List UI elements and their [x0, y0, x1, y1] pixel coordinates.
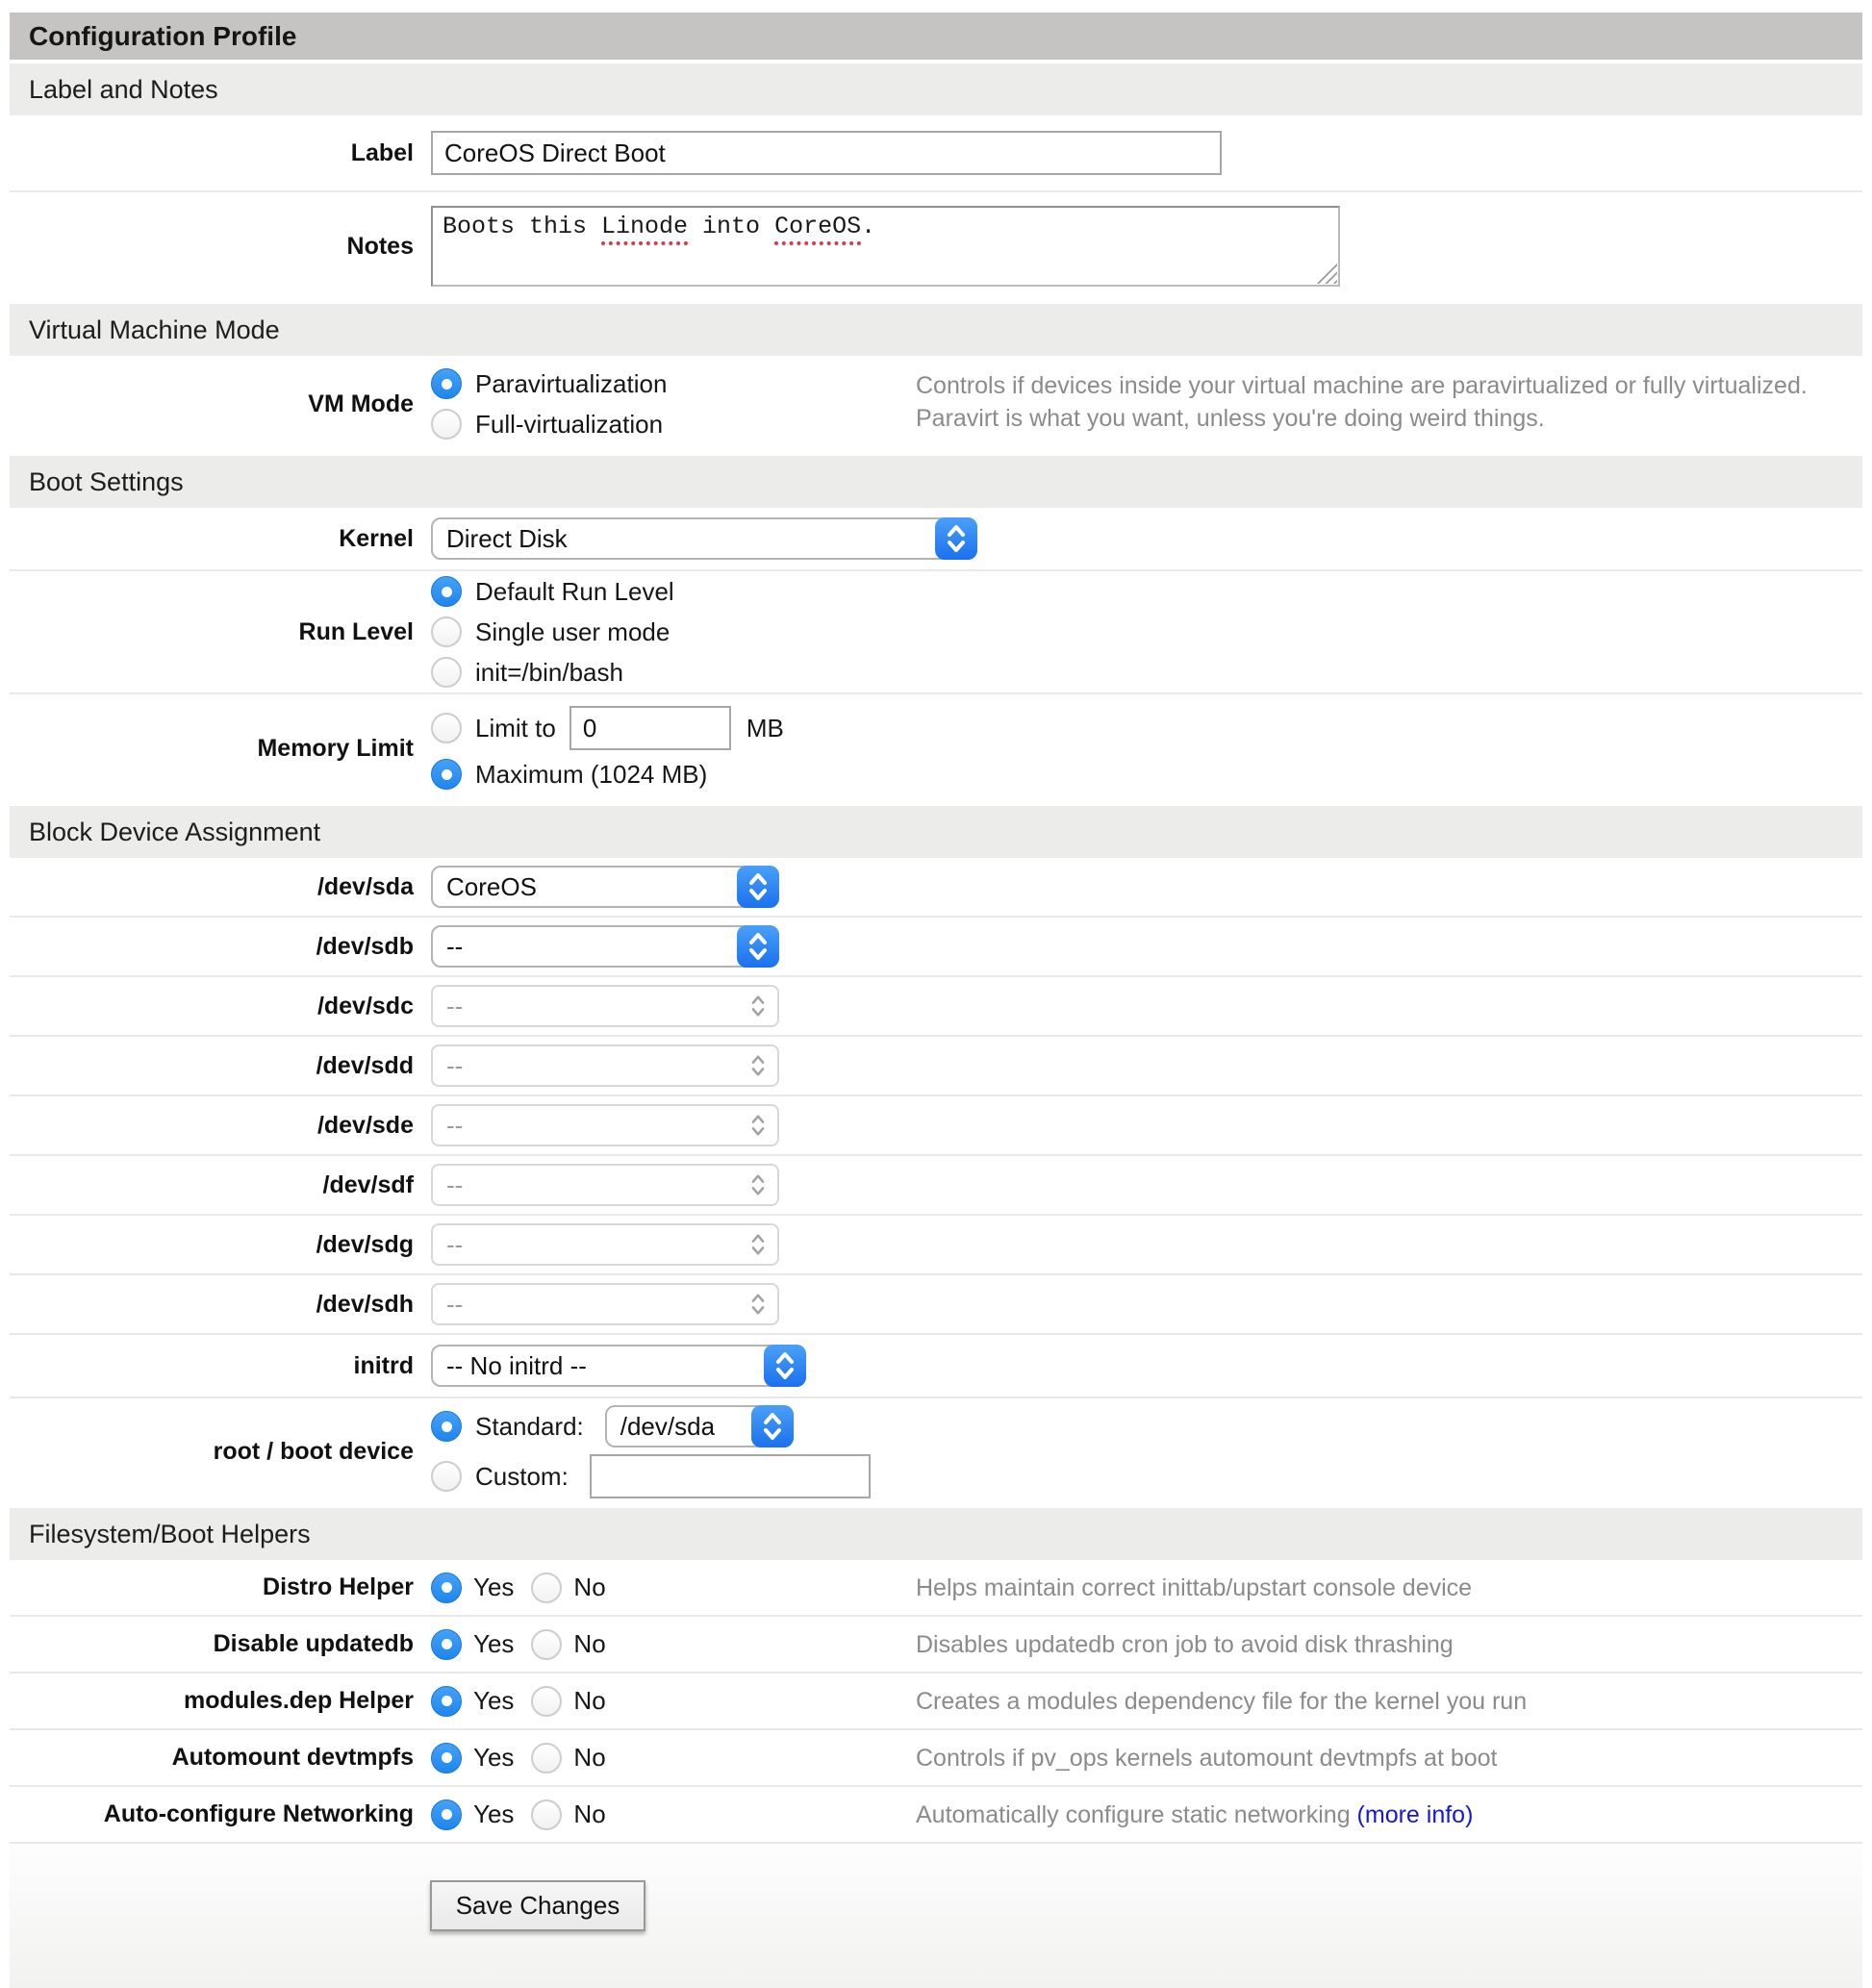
device-select-sdc — [431, 985, 779, 1027]
helper-label: Auto-configure Networking — [103, 1800, 414, 1827]
radio-full-virtualization[interactable] — [431, 409, 462, 440]
helper-description: Helps maintain correct inittab/upstart console device — [916, 1573, 1473, 1601]
no-label: No — [573, 1799, 606, 1828]
radio-single-user-mode[interactable] — [431, 617, 462, 647]
radio-init-bin-bash[interactable] — [431, 657, 462, 688]
device-select-sde — [431, 1104, 779, 1146]
radio-root-standard[interactable] — [431, 1411, 462, 1442]
select-stepper-icon — [737, 1104, 779, 1146]
initrd-row — [10, 1335, 1862, 1398]
device-select-value: CoreOS — [446, 871, 537, 901]
radio-default-run-level[interactable] — [431, 576, 462, 607]
notes-textarea[interactable] — [431, 206, 1340, 287]
vm-mode-description: Controls if devices inside your virtual machine are paravirtualized or fully virtualized. Paravirt is what you want, unless you're doing weird things. — [916, 372, 1808, 432]
root-boot-device-row — [10, 1398, 1862, 1504]
device-select-value: -- — [446, 1050, 464, 1080]
vm-mode-label: VM Mode — [308, 390, 414, 417]
section-title: Virtual Machine Mode — [29, 315, 280, 344]
device-label: /dev/sdg — [316, 1230, 414, 1258]
helper-row-auto-networking — [10, 1787, 1862, 1844]
device-label: /dev/sdc — [316, 992, 414, 1019]
select-stepper-icon — [751, 1405, 794, 1447]
save-changes-button[interactable]: Save Changes — [430, 1880, 645, 1931]
radio-label: Single user mode — [475, 617, 670, 646]
resize-grip-icon[interactable] — [1316, 263, 1337, 284]
initrd-label: initrd — [353, 1351, 414, 1379]
radio-root-custom[interactable] — [431, 1461, 462, 1492]
select-stepper-icon — [737, 1044, 779, 1087]
device-row-sdc — [10, 977, 1862, 1037]
select-stepper-icon — [737, 866, 779, 908]
device-label: /dev/sdf — [322, 1170, 414, 1198]
no-label: No — [573, 1686, 606, 1715]
yes-label: Yes — [473, 1799, 515, 1828]
yes-label: Yes — [473, 1743, 515, 1772]
label-row — [10, 115, 1862, 192]
radio-label: init=/bin/bash — [475, 657, 623, 687]
run-level-label: Run Level — [298, 617, 414, 645]
device-select-value: -- — [446, 991, 464, 1020]
radio-label: Paravirtualization — [475, 368, 668, 398]
helper-description: Controls if pv_ops kernels automount devtmpfs at boot — [916, 1744, 1498, 1772]
notes-row — [10, 192, 1862, 300]
notes-text: Boots this Linode into CoreOS. — [443, 213, 875, 245]
device-select-value: -- — [446, 1110, 464, 1140]
section-vm-mode — [10, 304, 1862, 356]
radio-auto-networking-no[interactable] — [531, 1799, 562, 1830]
no-label: No — [573, 1743, 606, 1772]
no-label: No — [573, 1629, 606, 1658]
memory-unit-label: MB — [746, 713, 784, 742]
label-input[interactable] — [431, 131, 1222, 175]
kernel-label: Kernel — [339, 524, 414, 552]
helper-row-updatedb — [10, 1617, 1862, 1673]
kernel-select[interactable] — [431, 517, 977, 560]
radio-disable-updatedb-no[interactable] — [531, 1629, 562, 1660]
radio-paravirtualization[interactable] — [431, 368, 462, 399]
device-select-sdd — [431, 1044, 779, 1087]
more-info-link[interactable]: (more info) — [1356, 1800, 1474, 1828]
device-select-sdg — [431, 1223, 779, 1266]
yes-label: Yes — [473, 1629, 515, 1658]
helper-description: Disables updatedb cron job to avoid disk thrashing — [916, 1630, 1454, 1658]
no-label: No — [573, 1573, 606, 1601]
device-select-sdh — [431, 1283, 779, 1325]
memory-limit-row — [10, 694, 1862, 802]
helper-description-text: Automatically configure static networking — [916, 1800, 1357, 1828]
device-select-sdf — [431, 1164, 779, 1206]
section-title: Boot Settings — [29, 466, 184, 496]
memory-limit-label: Memory Limit — [257, 734, 414, 762]
select-stepper-icon — [737, 925, 779, 968]
helper-row-modules-dep — [10, 1673, 1862, 1730]
section-label-and-notes — [10, 63, 1862, 115]
page-header — [10, 13, 1862, 60]
device-select-sda[interactable] — [431, 866, 779, 908]
device-row-sdf — [10, 1156, 1862, 1216]
radio-label: Limit to — [475, 713, 556, 742]
device-label: /dev/sda — [316, 872, 414, 900]
notes-field-label: Notes — [346, 232, 414, 260]
radio-distro-helper-no[interactable] — [531, 1573, 562, 1603]
device-label: /dev/sdd — [316, 1051, 414, 1079]
vm-mode-row — [10, 356, 1862, 452]
memory-limit-input[interactable] — [569, 706, 731, 750]
select-stepper-icon — [935, 517, 977, 560]
run-level-row — [10, 571, 1862, 694]
label-field-label: Label — [350, 138, 414, 166]
helper-description: Creates a modules dependency file for the kernel you run — [916, 1687, 1528, 1715]
page-title: Configuration Profile — [29, 20, 297, 51]
radio-modules-dep-no[interactable] — [531, 1686, 562, 1717]
device-row-sda — [10, 858, 1862, 918]
helper-label: Disable updatedb — [213, 1630, 414, 1657]
device-row-sde — [10, 1096, 1862, 1156]
helper-label: Distro Helper — [263, 1573, 414, 1600]
device-select-sdb[interactable] — [431, 925, 779, 968]
device-row-sdh — [10, 1275, 1862, 1335]
device-select-value: -- — [446, 1170, 464, 1199]
device-select-value: -- — [446, 1229, 464, 1259]
select-stepper-icon — [737, 1283, 779, 1325]
yes-label: Yes — [473, 1573, 515, 1601]
initrd-select-value: -- No initrd -- — [446, 1350, 587, 1380]
helper-label: Automount devtmpfs — [171, 1744, 414, 1771]
device-row-sdb — [10, 918, 1862, 977]
section-boot-settings — [10, 456, 1862, 508]
kernel-select-value: Direct Disk — [446, 523, 568, 553]
select-stepper-icon — [737, 985, 779, 1027]
root-standard-select-value: /dev/sda — [620, 1411, 716, 1441]
radio-modules-dep-yes[interactable] — [431, 1686, 462, 1717]
helper-label: modules.dep Helper — [184, 1687, 414, 1714]
radio-auto-networking-yes[interactable] — [431, 1799, 462, 1830]
device-row-sdd — [10, 1037, 1862, 1096]
section-filesystem-boot-helpers — [10, 1508, 1862, 1560]
radio-automount-devtmpfs-yes[interactable] — [431, 1743, 462, 1774]
section-block-device-assignment — [10, 806, 1862, 858]
kernel-row — [10, 508, 1862, 571]
device-label: /dev/sdb — [316, 932, 414, 960]
radio-label: Custom: — [475, 1461, 569, 1491]
radio-label: Maximum (1024 MB) — [475, 759, 708, 789]
select-stepper-icon — [737, 1223, 779, 1266]
radio-disable-updatedb-yes[interactable] — [431, 1629, 462, 1660]
helper-row-devtmpfs — [10, 1730, 1862, 1787]
device-select-value: -- — [446, 931, 464, 961]
select-stepper-icon — [737, 1164, 779, 1206]
radio-automount-devtmpfs-no[interactable] — [531, 1743, 562, 1774]
section-title: Block Device Assignment — [29, 817, 321, 846]
radio-memory-maximum[interactable] — [431, 759, 462, 790]
root-standard-select[interactable] — [605, 1405, 794, 1447]
section-title: Filesystem/Boot Helpers — [29, 1519, 311, 1548]
section-title: Label and Notes — [29, 74, 218, 104]
yes-label: Yes — [473, 1686, 515, 1715]
initrd-select[interactable] — [431, 1345, 806, 1387]
select-stepper-icon — [764, 1345, 806, 1387]
radio-distro-helper-yes[interactable] — [431, 1573, 462, 1603]
radio-label: Standard: — [475, 1411, 584, 1441]
device-row-sdg — [10, 1216, 1862, 1275]
radio-label: Full-virtualization — [475, 409, 664, 439]
device-select-value: -- — [446, 1289, 464, 1319]
device-label: /dev/sdh — [316, 1290, 414, 1318]
radio-memory-limit-to[interactable] — [431, 713, 462, 743]
helper-row-distro — [10, 1560, 1862, 1617]
radio-label: Default Run Level — [475, 576, 674, 606]
device-label: /dev/sde — [316, 1111, 414, 1139]
footer-area — [10, 1844, 1862, 1988]
root-boot-device-label: root / boot device — [213, 1437, 414, 1465]
root-custom-input[interactable] — [590, 1454, 871, 1498]
helper-description — [916, 1799, 1830, 1831]
